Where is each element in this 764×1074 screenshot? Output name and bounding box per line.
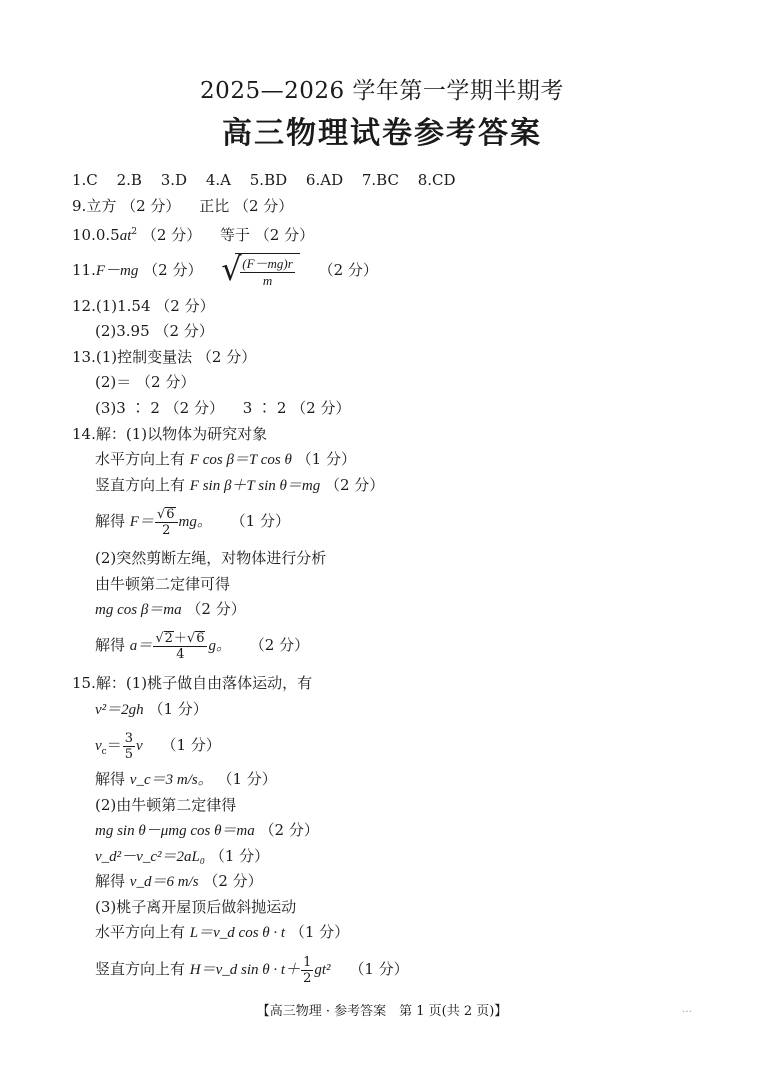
q15-vc-eq: $v_c=$ $\frac{3}{5}$ v （1 分） bbox=[95, 730, 221, 762]
q15-incline-eq: mg sin θ－μmg cos θ＝ma （2 分） bbox=[95, 821, 319, 839]
sqrt-expression: √ $\frac{(F-mg)r}{m}$ bbox=[221, 253, 300, 290]
q14-horizontal-eq: 水平方向上有 F cos β＝T cos θ （1 分） bbox=[95, 450, 356, 468]
mc-answer: 4.A bbox=[205, 171, 231, 189]
q14-part2-intro: (2)突然剪断左绳，对物体进行分析 bbox=[95, 549, 327, 567]
q10-answer: $10.0.5at^2$ （2 分） 等于 （2 分） bbox=[72, 226, 315, 244]
q15-vertical-eq: 竖直方向上有 H＝v_d sin θ · t＋ $\frac{1}{2}$ gt² （1 分） bbox=[95, 954, 409, 986]
q14-newton-law: 由牛顿第二定律可得 bbox=[95, 575, 231, 593]
mc-answer: 5.BD bbox=[249, 171, 288, 189]
q15-free-fall-eq: v²＝2gh （1 分） bbox=[95, 700, 208, 718]
q15-part2-intro: (2)由牛顿第二定律得 bbox=[95, 796, 237, 814]
q13-part1: 13.(1)控制变量法 （2 分） bbox=[72, 348, 257, 366]
page-footer: 【高三物理 · 参考答案 第 1 页(共 2 页)】 bbox=[256, 1004, 508, 1019]
q15-result-vc: 解得 v_c＝3 m/s。 （1 分） bbox=[95, 770, 277, 788]
mc-answer: 7.BC bbox=[361, 171, 399, 189]
q15-result-vd: 解得 v_d＝6 m/s （2 分） bbox=[95, 872, 263, 890]
q13-part3: (3)3 ∶ 2 （2 分） 3 ∶ 2 （2 分） bbox=[95, 399, 351, 417]
mc-answer: 3.D bbox=[160, 171, 188, 189]
q15-intro: 15.解：(1)桃子做自由落体运动，有 bbox=[72, 674, 313, 692]
q14-vertical-eq: 竖直方向上有 F sin β＋T sin θ＝mg （2 分） bbox=[95, 476, 385, 494]
q14-result-a: 解得 a＝ $\frac{√2+√6}{4}$ g。 （2 分） bbox=[95, 630, 310, 662]
answer-key-title: 高三物理试卷参考答案 bbox=[222, 116, 542, 151]
radical-sign-icon: √ bbox=[221, 249, 242, 288]
corner-mark: … bbox=[682, 1004, 692, 1015]
mc-answer: 1.C bbox=[72, 171, 98, 189]
exam-term-title: 2025—2026 学年第一学期半期考 bbox=[200, 78, 564, 104]
mc-answers-row bbox=[72, 170, 456, 190]
mc-answer: 8.CD bbox=[417, 171, 456, 189]
q12-part2: (2)3.95 （2 分） bbox=[95, 322, 214, 340]
mc-answer: 2.B bbox=[116, 171, 142, 189]
q15-part3-intro: (3)桃子离开屋顶后做斜抛运动 bbox=[95, 898, 297, 916]
mc-answer: 6.AD bbox=[305, 171, 344, 189]
q11-answer: 11.F－mg （2 分） √ $\frac{(F-mg)r}{m}$ （2 分） bbox=[72, 249, 378, 288]
q13-part2: (2)＝ （2 分） bbox=[95, 373, 196, 391]
q15-horizontal-eq: 水平方向上有 L＝v_d cos θ · t （1 分） bbox=[95, 923, 350, 941]
q9-answer: 9.立方 （2 分） 正比 （2 分） bbox=[72, 197, 294, 215]
q15-kinematics-eq: v_d²－v_c²＝2aL₀ （1 分） bbox=[95, 847, 270, 865]
q14-result-f: 解得 F＝ $\frac{√6}{2}$ mg。 （1 分） bbox=[95, 506, 290, 538]
q14-mg-eq: mg cos β＝ma （2 分） bbox=[95, 600, 246, 618]
q12-part1: 12.(1)1.54 （2 分） bbox=[72, 297, 215, 315]
q14-intro: 14.解：(1)以物体为研究对象 bbox=[72, 425, 268, 443]
